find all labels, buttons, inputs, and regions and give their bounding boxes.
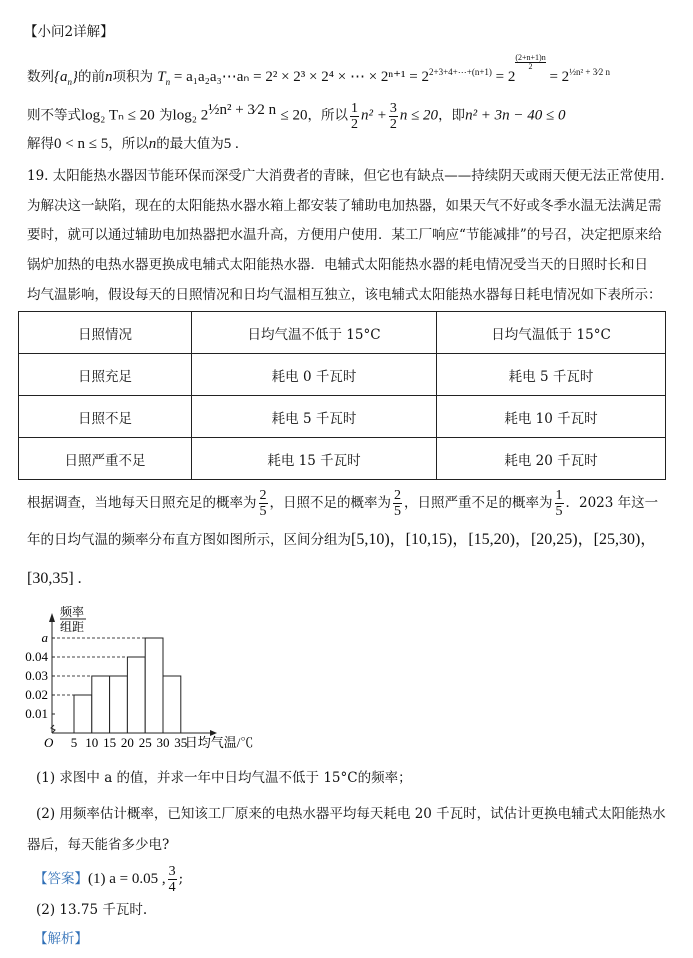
math: n [105, 69, 113, 85]
math: 5 [394, 504, 401, 519]
histogram-bar [145, 638, 163, 733]
math: 5 [259, 504, 267, 519]
solution-line-1: 数列$\{a_n\}$的前n项积为 $T_n$ = a₁a₂a₃⋯aₙ = 2² × 2³ × 2⁴ × ⋯ × $2^{n+1} = 2^{2+3+4+\cdots+(n+1)} = 2$ $\frac{(2+n+1)n}{2}$ = $2^{\frac{1}{2}n^2 + 3⁄2 n}$ [27, 53, 610, 87]
math: (2+n+1)n [515, 53, 546, 62]
text: 根据调查，当地每天日照充足的概率为 [27, 495, 257, 511]
solution-line-2 [27, 100, 566, 132]
table-cell: 耗电 20 千瓦时 [437, 438, 666, 480]
math: n² + 3n − 40 ≤ 0 [465, 107, 566, 124]
section-heading: 【小问2详解】 [24, 24, 114, 40]
x-tick-label: 10 [85, 735, 99, 750]
math: [30,35] . [27, 570, 82, 587]
math: 5 [555, 504, 563, 519]
y-tick-label: 0.02 [25, 687, 48, 702]
y-tick-label: 0.01 [25, 706, 48, 721]
math: n² + [360, 107, 387, 124]
table-header: 日照情况 [19, 312, 192, 354]
math: 2 [389, 116, 397, 132]
table-cell: 日照严重不足 [19, 438, 192, 480]
problem-line: 要时，就可以通过辅助电加热器把水温升高，方便用户使用．某工厂响应“节能减排”的号召，决定把原来给 [27, 227, 662, 243]
text: ，日照不足的概率为 [269, 495, 391, 511]
x-tick-label: 25 [138, 735, 152, 750]
x-tick-label: 30 [156, 735, 170, 750]
math: 3 [168, 864, 176, 879]
problem-line: 均气温影响，假设每天的日照情况和日均气温相互独立，该电辅式太阳能热水器每日耗电情况如下表所示： [27, 287, 662, 303]
text: 则不等式 [27, 107, 81, 124]
math: 2 [394, 488, 401, 503]
y-tick-label: a [41, 630, 48, 645]
text: 数列 [27, 69, 54, 85]
math: 0 < n ≤ 5 [54, 136, 109, 152]
problem-line: 19. 太阳能热水器因节能环保而深受广大消费者的青睐，但它也有缺点——持续阴天或雨天便无法正常使用. [27, 168, 665, 184]
table-header-row [19, 312, 666, 354]
table-row [19, 354, 666, 396]
math: 2 [259, 488, 267, 503]
math: = 2 [549, 69, 570, 85]
question-2-cont: 器后，每天能省多少电? [27, 837, 170, 853]
histogram-bar [110, 676, 128, 733]
question-2: (2) 用频率估计概率，已知该工厂原来的电热水器平均每天耗电 20 千瓦时，试估计更换电辅式太阳能热水 [36, 806, 666, 822]
math: log₂ 2 [172, 107, 209, 124]
problem-para-3 [27, 530, 656, 550]
text: ．2023 年这一 [565, 495, 659, 511]
origin-label: O [44, 735, 54, 750]
x-tick-label: 35 [174, 735, 188, 750]
math: n ≤ 20 [399, 107, 439, 124]
histogram-bar [74, 695, 92, 733]
table-header: 日均气温低于 15°C [437, 312, 666, 354]
y-tick-label: 0.04 [25, 649, 48, 664]
math: T [157, 69, 166, 85]
math: n [67, 77, 72, 87]
math: (1) a = 0.05 , [88, 871, 166, 887]
problem-line: 锅炉加热的电热水器更换成电辅式太阳能热水器．电辅式太阳能热水器的耗电情况受当天的日照时长和日 [27, 257, 648, 273]
math: {a [54, 69, 68, 85]
table-row [19, 396, 666, 438]
text: 为 [159, 107, 173, 124]
math: log₂ Tₙ ≤ 20 [81, 107, 155, 124]
solution-line-3 [27, 134, 239, 154]
histogram-bar [163, 676, 181, 733]
table-cell: 耗电 15 千瓦时 [192, 438, 437, 480]
text: ，即 [438, 107, 466, 124]
analysis-label: 【解析】 [34, 931, 88, 947]
math: n [148, 136, 157, 152]
math: 1 [350, 100, 358, 116]
math: 2 [350, 116, 358, 132]
text: 的前 [78, 69, 105, 85]
answer-label: 【答案】 [34, 871, 88, 887]
problem-line: 为解决这一缺陷，现在的太阳能热水器水箱上都安装了辅助电加热器，如果天气不好或冬季水温无法满足需 [27, 198, 662, 214]
text: 的最大值为 [156, 136, 224, 152]
math: 2+3+4+⋯+(n+1) [429, 67, 492, 77]
x-tick-label: 5 [70, 735, 78, 750]
math: ½n² + 3⁄2 n [569, 67, 610, 77]
math: = 2 [495, 69, 516, 85]
y-axis-arrow-icon [49, 613, 55, 622]
answer-line-2: (2) 13.75 千瓦时. [36, 902, 148, 918]
y-tick-label: 0.03 [25, 668, 48, 683]
text: ，日照严重不足的概率为 [404, 495, 553, 511]
answer-line-1 [34, 864, 183, 895]
histogram-bar [92, 676, 110, 733]
histogram-bar [127, 657, 145, 733]
x-tick-label: 15 [103, 735, 117, 750]
histogram-chart [0, 600, 300, 760]
math: 5 . [223, 136, 239, 152]
math: 2 [528, 62, 533, 71]
math: ½n² + 3⁄2 n [208, 102, 277, 118]
math: 1 [555, 488, 563, 503]
text: 解得 [27, 136, 54, 152]
table-cell: 日照不足 [19, 396, 192, 438]
math: 3 [389, 100, 397, 116]
y-axis-label-numerator: 频率 [60, 605, 85, 619]
problem-para-4 [27, 569, 82, 589]
power-consumption-table [18, 311, 666, 480]
problem-para-2 [27, 488, 658, 519]
table-cell: 耗电 5 千瓦时 [437, 354, 666, 396]
table-cell: 耗电 5 千瓦时 [192, 396, 437, 438]
table-cell: 耗电 10 千瓦时 [437, 396, 666, 438]
table-row [19, 438, 666, 480]
text: ，所以 [307, 107, 348, 124]
text: 年的日均气温的频率分布直方图如图所示，区间分组为 [27, 532, 351, 548]
math: [5,10)，[10,15)，[15,20)，[20,25)，[25,30)， [351, 531, 657, 548]
math: 4 [168, 880, 176, 895]
x-tick-label: 20 [120, 735, 134, 750]
y-axis-label-denominator: 组距 [60, 620, 85, 634]
math: ≤ 20 [280, 107, 308, 124]
math: = a₁a₂a₃⋯aₙ = 2² × 2³ × 2⁴ × ⋯ × 2ⁿ⁺¹ = 2 [173, 69, 430, 85]
text: 项积为 [112, 69, 153, 85]
table-header: 日均气温不低于 15°C [192, 312, 437, 354]
question-1: (1) 求图中 a 的值，并求一年中日均气温不低于 15°C的频率； [36, 770, 412, 786]
text: ，所以 [108, 136, 149, 152]
table-cell: 日照充足 [19, 354, 192, 396]
text: ; [178, 871, 184, 887]
table-cell: 耗电 0 千瓦时 [192, 354, 437, 396]
x-axis-label: 日均气温/℃ [184, 735, 254, 750]
math: } [72, 69, 78, 85]
